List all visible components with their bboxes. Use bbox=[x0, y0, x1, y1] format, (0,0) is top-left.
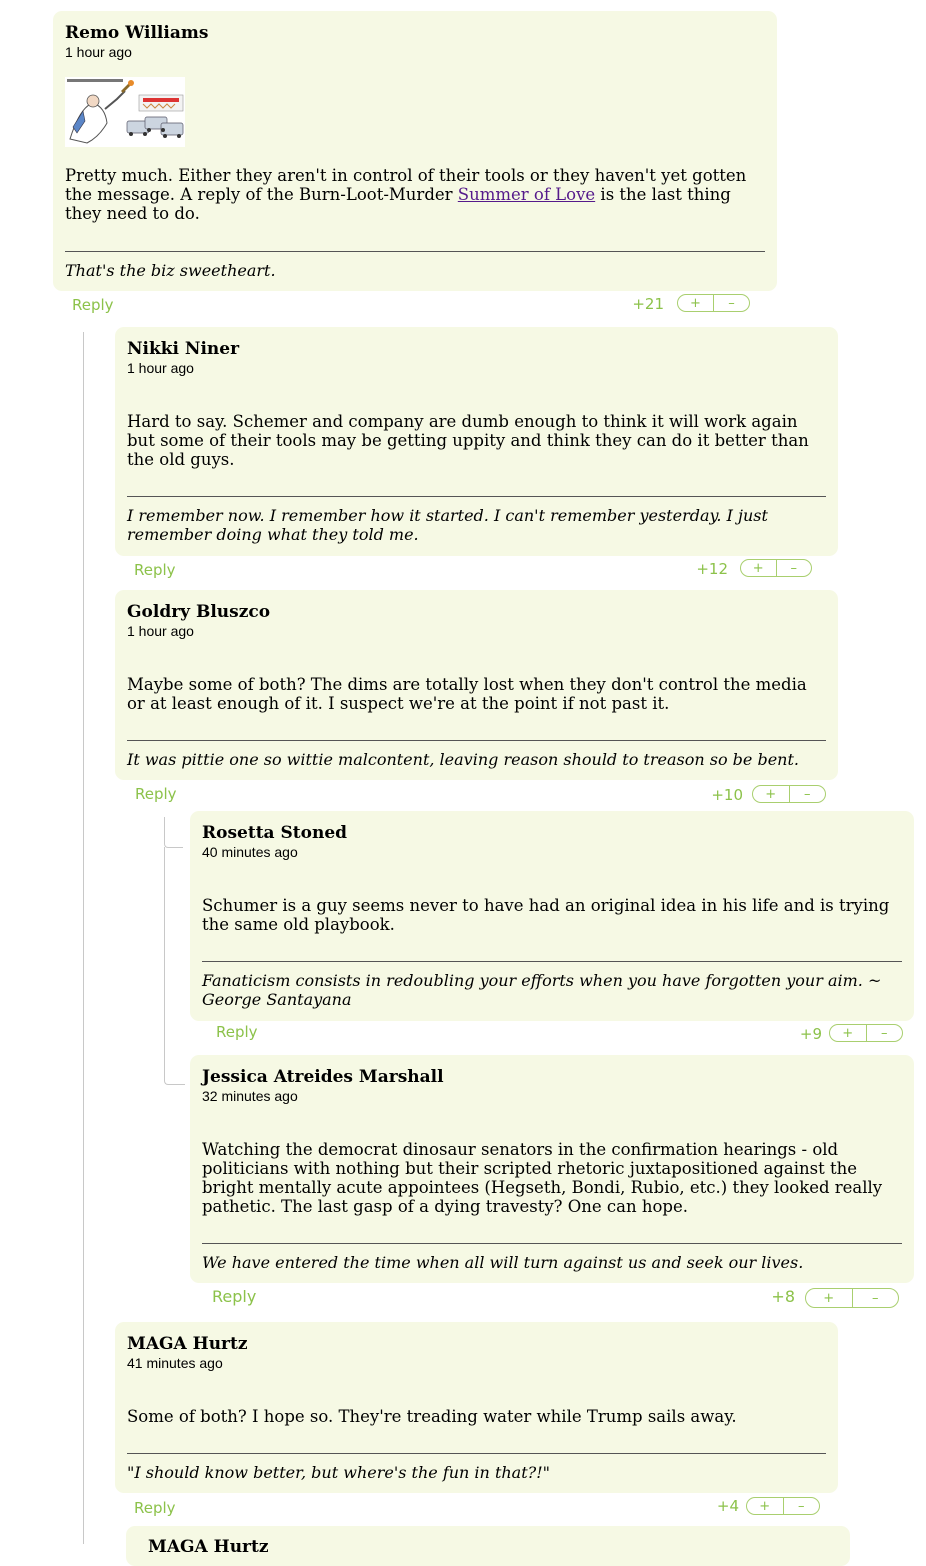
vote-score: +10 bbox=[711, 786, 743, 804]
comment-signature: That's the biz sweetheart. bbox=[65, 261, 276, 280]
upvote-button[interactable]: + bbox=[830, 1025, 867, 1041]
signature-divider bbox=[127, 740, 826, 741]
comment-body: Hard to say. Schemer and company are dumb enough to think it will work again but some of their tools may be getting uppity and think they can do it better than the old guys. bbox=[127, 412, 809, 469]
thread-hook-jessica bbox=[164, 847, 185, 1085]
vote-score: +8 bbox=[771, 1287, 795, 1306]
thread-line-level-1 bbox=[83, 332, 84, 1544]
reply-button[interactable]: Reply bbox=[134, 1499, 176, 1517]
upvote-button[interactable]: + bbox=[753, 786, 790, 802]
thread-hook-rosetta bbox=[164, 817, 183, 848]
comment-signature: I remember now. I remember how it started. I can't remember yesterday. I just remember doing what they told me. bbox=[127, 506, 768, 544]
downvote-button[interactable]: – bbox=[790, 560, 797, 576]
comment-signature: Fanaticism consists in redoubling your efforts when you have forgotten your aim. ~ George Santayana bbox=[202, 971, 882, 1009]
downvote-button[interactable]: – bbox=[881, 1025, 888, 1041]
comment-time: 1 hour ago bbox=[127, 360, 194, 376]
comment-author[interactable]: Goldry Bluszco bbox=[127, 602, 271, 622]
reply-button[interactable]: Reply bbox=[135, 785, 177, 803]
comment-body: Maybe some of both? The dims are totally lost when they don't control the media or at least enough of it. I suspect we're at the point if not past it. bbox=[127, 675, 807, 713]
comment-card bbox=[53, 11, 777, 291]
vote-control bbox=[805, 1288, 899, 1308]
upvote-button[interactable]: + bbox=[678, 295, 714, 311]
comment-body: Some of both? I hope so. They're treading water while Trump sails away. bbox=[127, 1407, 737, 1426]
comment-body bbox=[65, 166, 765, 223]
reply-button[interactable]: Reply bbox=[212, 1287, 257, 1306]
reply-button[interactable]: Reply bbox=[216, 1023, 258, 1041]
vote-score: +12 bbox=[696, 560, 728, 578]
comment-signature: "I should know better, but where's the fun in that?!" bbox=[127, 1463, 551, 1482]
signature-divider bbox=[65, 251, 765, 252]
reply-button[interactable]: Reply bbox=[134, 561, 176, 579]
comment-time: 1 hour ago bbox=[65, 44, 132, 60]
vote-control bbox=[746, 1497, 820, 1515]
vote-control bbox=[677, 294, 750, 312]
signature-divider bbox=[202, 1243, 902, 1244]
vote-score: +21 bbox=[632, 295, 664, 313]
comment-time: 41 minutes ago bbox=[127, 1355, 223, 1371]
comment-card bbox=[126, 1526, 850, 1566]
vote-score: +4 bbox=[716, 1497, 739, 1515]
vote-control bbox=[829, 1024, 903, 1042]
downvote-button[interactable]: – bbox=[728, 295, 735, 311]
comment-author[interactable]: Nikki Niner bbox=[127, 339, 240, 359]
comment-author[interactable]: Remo Williams bbox=[65, 23, 209, 43]
comment-body: Schumer is a guy seems never to have had an original idea in his life and is trying the same old playbook. bbox=[202, 896, 890, 934]
downvote-button[interactable]: – bbox=[872, 1290, 879, 1306]
downvote-button[interactable]: – bbox=[804, 786, 811, 802]
comment-text: is the last thing they need to do. bbox=[65, 185, 731, 223]
comment-author[interactable]: Jessica Atreides Marshall bbox=[202, 1067, 444, 1087]
vote-control bbox=[752, 785, 826, 803]
vote-score: +9 bbox=[799, 1025, 822, 1043]
comment-author[interactable]: Rosetta Stoned bbox=[202, 823, 348, 843]
comment-time: 1 hour ago bbox=[127, 623, 194, 639]
signature-divider bbox=[127, 1453, 826, 1454]
cartoon-image bbox=[65, 77, 185, 147]
downvote-button[interactable]: – bbox=[798, 1498, 805, 1514]
upvote-button[interactable]: + bbox=[806, 1289, 853, 1307]
signature-divider bbox=[202, 961, 902, 962]
comment-card bbox=[190, 811, 914, 1021]
reply-button[interactable]: Reply bbox=[72, 296, 114, 314]
summer-of-love-link[interactable]: Summer of Love bbox=[457, 185, 596, 204]
upvote-button[interactable]: + bbox=[741, 560, 777, 576]
comment-text: Pretty much. Either they aren't in control of their tools or they haven't yet gotten the message. A reply of the Burn-Loot-Murder bbox=[65, 166, 747, 204]
comment-author[interactable]: MAGA Hurtz bbox=[127, 1334, 248, 1354]
comment-author[interactable]: MAGA Hurtz bbox=[148, 1537, 269, 1557]
comment-card bbox=[115, 327, 838, 556]
comment-time: 32 minutes ago bbox=[202, 1088, 298, 1104]
signature-divider bbox=[127, 496, 826, 497]
comment-card bbox=[190, 1055, 914, 1283]
comment-card bbox=[115, 590, 838, 780]
upvote-button[interactable]: + bbox=[747, 1498, 784, 1514]
comment-body: Watching the democrat dinosaur senators in the confirmation hearings - old politicians with nothing but their scripted rhetoric juxtapositioned against the bright mentally acute appointees (Hegseth, Bondi, Rubio, etc.) they looked really pathetic. The last gasp of a dying travesty? One can hope. bbox=[202, 1140, 883, 1216]
comment-signature: We have entered the time when all will turn against us and seek our lives. bbox=[202, 1253, 804, 1272]
comment-image-thumbnail[interactable] bbox=[65, 77, 185, 147]
comment-signature: It was pittie one so wittie malcontent, leaving reason should to treason so be bent. bbox=[127, 750, 799, 769]
comment-time: 40 minutes ago bbox=[202, 844, 298, 860]
comment-card bbox=[115, 1322, 838, 1493]
vote-control bbox=[740, 559, 812, 577]
